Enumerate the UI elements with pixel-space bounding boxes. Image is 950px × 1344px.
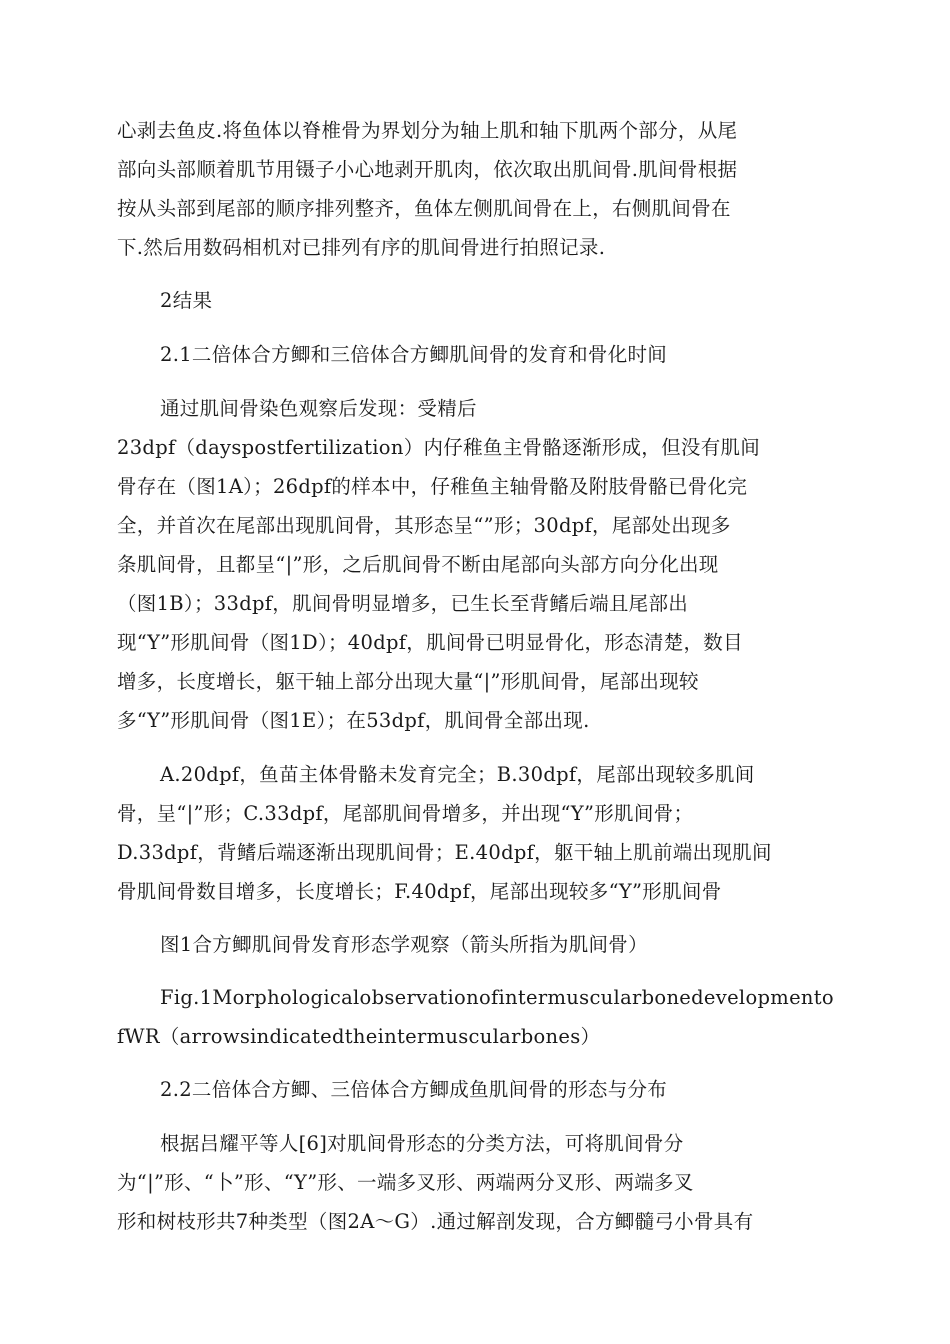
- text-line: 骨存在（图1A）；26dpf的样本中，仔稚鱼主轴骨骼及附肢骨骼已骨化完: [117, 475, 748, 498]
- figure-panel-caption-line: 骨肌间骨数目增多，长度增长；F.40dpf，尾部出现较多“Y”形肌间骨: [117, 880, 722, 903]
- text-line: 形和树枝形共7种类型（图2A～G）.通过解剖发现，合方鲫髓弓小骨具有: [117, 1210, 754, 1233]
- subsection-heading-2-1: 2.1二倍体合方鲫和三倍体合方鲫肌间骨的发育和骨化时间: [160, 343, 668, 366]
- figure-panel-caption-line: D.33dpf，背鳍后端逐渐出现肌间骨；E.40dpf，躯干轴上肌前端出现肌间: [117, 841, 772, 864]
- subsection-heading-2-2: 2.2二倍体合方鲫、三倍体合方鲫成鱼肌间骨的形态与分布: [160, 1078, 668, 1101]
- text-line: 条肌间骨，且都呈“|”形，之后肌间骨不断由尾部向头部方向分化出现: [117, 553, 719, 576]
- text-line: 为“|”形、“卜”形、“Y”形、一端多叉形、两端两分叉形、两端多叉: [117, 1171, 694, 1194]
- text-line: 部向头部顺着肌节用镊子小心地剥开肌肉，依次取出肌间骨.肌间骨根据: [117, 158, 738, 181]
- text-line: （图1B）；33dpf，肌间骨明显增多，已生长至背鳍后端且尾部出: [117, 592, 689, 615]
- text-line: 按从头部到尾部的顺序排列整齐，鱼体左侧肌间骨在上，右侧肌间骨在: [117, 197, 731, 220]
- figure-panel-caption-line: 骨，呈“|”形；C.33dpf，尾部肌间骨增多，并出现“Y”形肌间骨；: [117, 802, 694, 825]
- text-line: 多“Y”形肌间骨（图1E）；在53dpf，肌间骨全部出现.: [117, 709, 590, 732]
- figure-title-en-line: Fig.1Morphologicalobservationofintermuscularbonedevelopmento: [160, 986, 834, 1009]
- section-heading-results: 2结果: [160, 289, 213, 312]
- figure-title-cn: 图1合方鲫肌间骨发育形态学观察（箭头所指为肌间骨）: [160, 933, 648, 956]
- text-line: 全，并首次在尾部出现肌间骨，其形态呈“”形；30dpf，尾部处出现多: [117, 514, 731, 537]
- text-line: 心剥去鱼皮.将鱼体以脊椎骨为界划分为轴上肌和轴下肌两个部分，从尾: [117, 119, 738, 142]
- text-line: 根据吕耀平等人[6]对肌间骨形态的分类方法，可将肌间骨分: [160, 1132, 684, 1155]
- text-line: 通过肌间骨染色观察后发现：受精后: [160, 397, 477, 420]
- text-line: 23dpf（dayspostfertilization）内仔稚鱼主骨骼逐渐形成，但没有肌间: [117, 436, 761, 459]
- text-line: 下.然后用数码相机对已排列有序的肌间骨进行拍照记录.: [117, 236, 606, 259]
- figure-title-en-line: fWR（arrowsindicatedtheintermuscularbones）: [117, 1025, 601, 1048]
- text-line: 现“Y”形肌间骨（图1D）；40dpf，肌间骨已明显骨化，形态清楚，数目: [117, 631, 743, 654]
- figure-panel-caption-line: A.20dpf，鱼苗主体骨骼未发育完全；B.30dpf，尾部出现较多肌间: [160, 763, 755, 786]
- text-line: 增多，长度增长，躯干轴上部分出现大量“|”形肌间骨，尾部出现较: [117, 670, 699, 693]
